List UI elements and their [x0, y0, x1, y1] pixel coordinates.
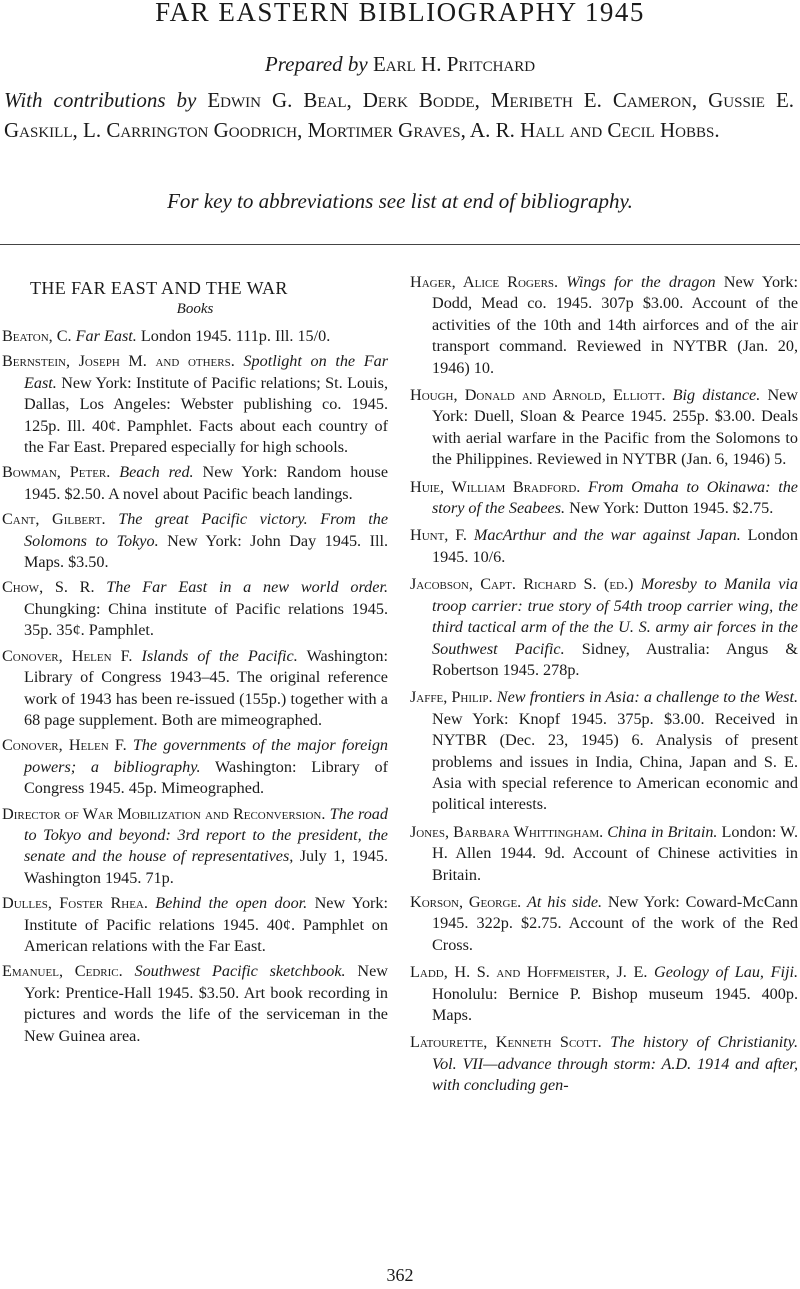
page-title: FAR EASTERN BIBLIOGRAPHY 1945 — [155, 0, 645, 27]
bibliography-entry — [410, 385, 798, 471]
left-entry-list — [2, 326, 388, 1047]
entry-details: New York: Knopf 1945. 375p. $3.00. Received in NYTBR (Dec. 23, 1945) 6. Analysis of present problems and issues in India, China, Japan and S. E. Asia with special reference to American economic and political interests. — [432, 709, 798, 814]
bibliography-entry — [2, 351, 388, 458]
entry-author: Korson, George. — [410, 892, 522, 911]
entry-details: New York: Institute of Pacific relations; St. Louis, Dallas, Los Angeles: Webster publishing co. 1945. 125p. Ill. 40¢. Pamphlet. Facts about each country of the Far East. Prepared especially for high schools. — [24, 373, 388, 457]
entry-details: Sidney, Australia: Angus & Robertson 1945. 278p. — [432, 639, 799, 679]
entry-title: New frontiers in Asia: a challenge to the West. — [496, 688, 798, 707]
entry-details: New York: Dutton 1945. $2.75. — [569, 499, 774, 518]
bibliography-entry — [410, 822, 798, 886]
entry-details: New York: John Day 1945. Ill. Maps. $3.50. — [24, 531, 389, 572]
entry-details: New York: Institute of Pacific relations 1945. 40¢. Pamphlet on American relations with the Far East. — [24, 894, 389, 955]
bibliography-entry — [2, 509, 388, 573]
bibliography-entry — [2, 326, 388, 347]
abbreviation-note: For key to abbreviations see list at end of bibliography. — [167, 189, 633, 213]
entry-details: London: W. H. Allen 1944. 9d. Account of Chinese activities in Britain. — [432, 822, 799, 884]
right-column — [410, 272, 798, 1103]
bibliography-entry — [410, 892, 798, 956]
entry-author: Jacobson, Capt. Richard S. (ed.) — [410, 575, 634, 594]
bibliography-entry — [410, 687, 798, 815]
entry-details: London 1945. 10/6. — [432, 526, 798, 566]
entry-title: Islands of the Pacific. — [141, 646, 298, 665]
entry-title: Geology of Lau, Fiji. — [654, 963, 799, 982]
entry-details: London 1945. 111p. Ill. 15/0. — [140, 327, 331, 345]
entry-details: Honolulu: Bernice P. Bishop museum 1945. 400p. Maps. — [432, 984, 798, 1024]
entry-author: Beaton, C. — [2, 327, 72, 345]
bibliography-entry — [410, 574, 798, 681]
contributor-names: Edwin G. Beal, Derk Bodde, Meribeth E. Cameron, Gussie E. Gaskill, L. Carrington Goodrich, Mortimer Graves, A. R. Hall and Cecil Hobbs. — [4, 88, 795, 142]
entry-title: Far East. — [75, 327, 137, 345]
bibliography-entry — [2, 462, 388, 505]
bibliography-entry — [2, 646, 388, 732]
bibliography-entry — [2, 577, 388, 641]
entry-title: MacArthur and the war against Japan. — [473, 526, 741, 545]
entry-title: At his side. — [527, 892, 603, 911]
entry-title: Moresby to Manila via troop carrier: true story of 54th troop carrier wing, the third tactical arm of the the U. S. army air forces in the Southwest Pacific. — [432, 575, 799, 658]
entry-title: Spotlight on the Far East. — [24, 352, 389, 392]
prepared-by-line — [0, 50, 800, 78]
bibliography-entry — [410, 477, 798, 520]
entry-author: Ladd, H. S. and Hoffmeister, J. E. — [410, 963, 648, 982]
entry-author: Hough, Donald and Arnold, Elliott. — [410, 386, 666, 405]
bibliography-entry — [2, 893, 388, 957]
right-entry-list — [410, 272, 798, 1097]
bibliography-entry — [410, 962, 798, 1026]
prepared-by-label: Prepared by — [264, 52, 368, 76]
bibliography-entry — [2, 735, 388, 799]
header-divider — [0, 244, 800, 245]
entry-author: Bernstein, Joseph M. and others. — [2, 352, 235, 371]
bibliography-entry — [410, 1032, 798, 1096]
entry-details: Chungking: China institute of Pacific relations 1945. 35p. 35¢. Pamphlet. — [24, 599, 388, 640]
entry-details: New York: Coward-McCann 1945. 322p. $2.75. Account of the work of the Red Cross. — [432, 892, 798, 954]
entry-author: Hunt, F. — [410, 526, 467, 545]
entry-author: Emanuel, Cedric. — [2, 962, 123, 981]
entry-title: The history of Christianity. Vol. VII—advance through storm: A.D. 1914 and after, with concluding gen- — [432, 1033, 799, 1095]
entry-author: Cant, Gilbert. — [2, 510, 106, 529]
left-column — [2, 272, 388, 1051]
entry-title: From Omaha to Okinawa: the story of the Seabees. — [432, 477, 798, 518]
entry-details: Washington: Library of Congress 1943–45. The original reference work of 1943 has been re-issued (155p.) together with a 68 page supplement. Both are mimeographed. — [24, 646, 388, 729]
entry-details: July 1, 1945. Washington 1945. 71p. — [24, 847, 388, 887]
bibliography-entry — [410, 525, 798, 568]
entry-author: Bowman, Peter. — [2, 463, 111, 482]
entry-title: Behind the open door. — [155, 894, 308, 913]
entry-title: The great Pacific victory. From the Solomons to Tokyo. — [24, 510, 389, 550]
entry-author: Dulles, Foster Rhea. — [2, 894, 148, 913]
entry-author: Hager, Alice Rogers. — [410, 273, 559, 291]
entry-author: Conover, Helen F. — [2, 736, 127, 755]
entry-title: Wings for the dragon — [566, 273, 716, 291]
bibliography-entry — [410, 272, 798, 379]
page-number: 362 — [386, 1265, 414, 1285]
entry-author: Latourette, Kenneth Scott. — [410, 1033, 602, 1052]
entry-details: New York: Random house 1945. $2.50. A novel about Pacific beach landings. — [24, 463, 388, 503]
entry-details: New York: Dodd, Mead co. 1945. 307p $3.00. Account of the activities of the 10th and 14th airforces and of the air transport command. Reviewed in NYTBR (Jan. 20, 1946) 10. — [432, 273, 799, 377]
bibliography-entry — [2, 804, 388, 890]
entry-title: The Far East in a new world order. — [106, 578, 388, 597]
entry-author: Huie, William Bradford. — [410, 477, 581, 496]
entry-title: Southwest Pacific sketchbook. — [134, 962, 346, 981]
section-subtitle: Books — [176, 301, 214, 317]
entry-author: Chow, S. R. — [2, 578, 95, 597]
entry-author: Director of War Mobilization and Reconversion. — [2, 804, 326, 823]
entry-title: Beach red. — [119, 463, 194, 482]
entry-title: China in Britain. — [607, 822, 718, 841]
entry-details: New York: Duell, Sloan & Pearce 1945. 255p. $3.00. Deals with aerial warfare in the Pacific from the Solomons to the Philippines. Reviewed in NYTBR (Jan. 6, 1946) 5. — [432, 386, 799, 469]
entry-author: Jaffe, Philip. — [410, 688, 493, 707]
entry-title: Big distance. — [672, 386, 761, 405]
section-title: THE FAR EAST AND THE WAR — [30, 278, 288, 298]
entry-author: Jones, Barbara Whittingham. — [410, 822, 604, 841]
entry-title: The road to Tokyo and beyond: 3rd report to the president, the senate and the house of representatives, — [24, 804, 388, 866]
bibliography-entry — [2, 961, 388, 1047]
entry-title: The governments of the major foreign powers; a bibliography. — [24, 736, 389, 776]
entry-details: Washington: Library of Congress 1945. 45p. Mimeographed. — [24, 757, 388, 798]
compiler-name: Earl H. Pritchard — [372, 52, 536, 76]
contributors-label: With contributions by — [4, 88, 197, 112]
entry-details: New York: Prentice-Hall 1945. $3.50. Art book recording in pictures and words the life of the serviceman in the New Guinea area. — [24, 962, 388, 1045]
contributors-line — [4, 85, 794, 145]
entry-author: Conover, Helen F. — [2, 646, 133, 665]
